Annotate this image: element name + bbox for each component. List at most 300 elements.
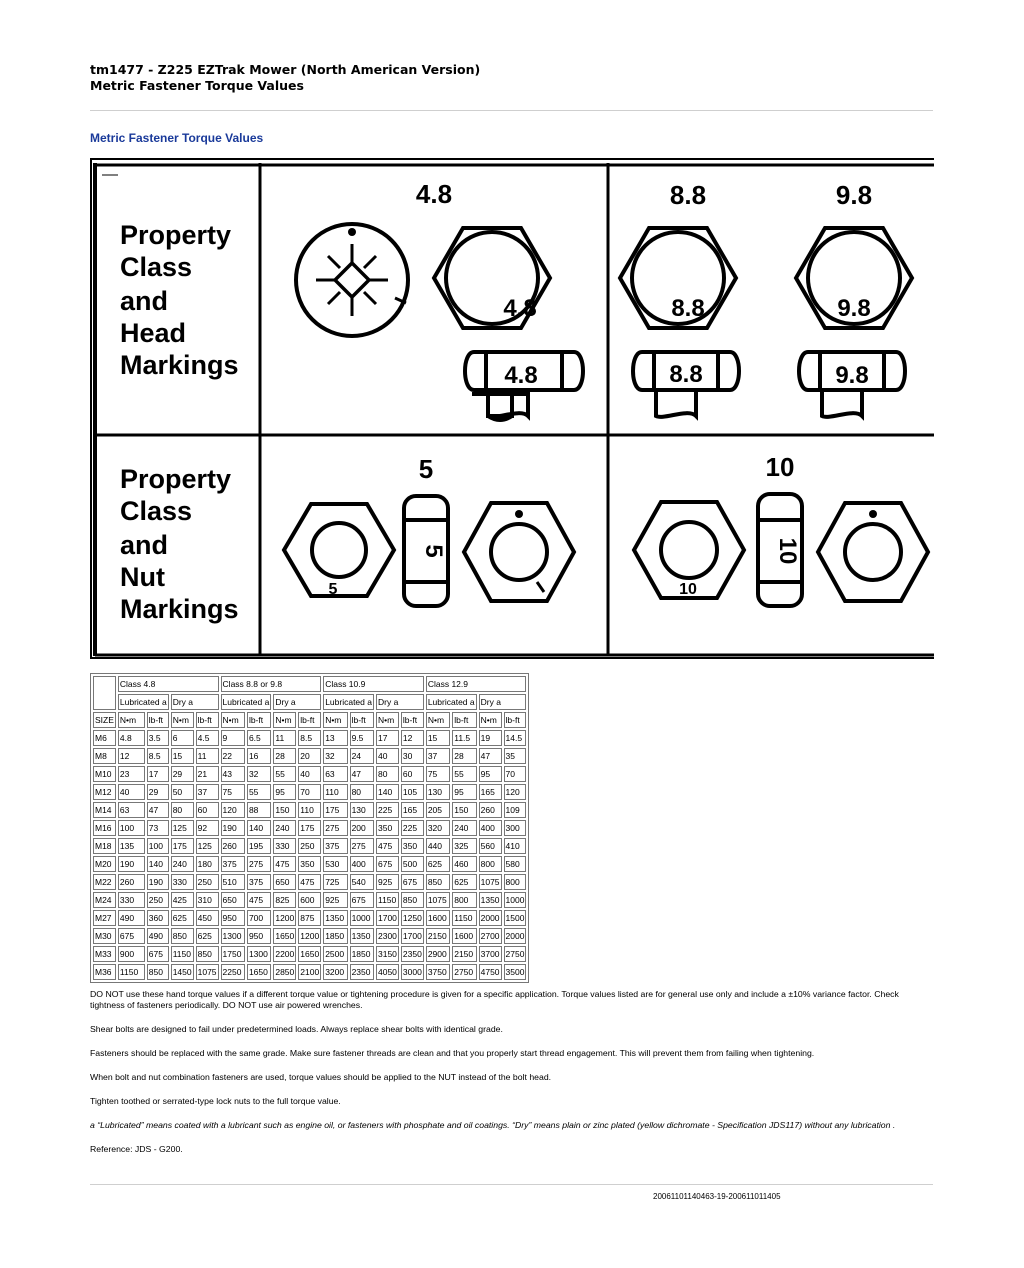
torque-cell: 17 xyxy=(147,766,169,782)
torque-cell: 4.8 xyxy=(118,730,145,746)
torque-cell: 130 xyxy=(426,784,450,800)
torque-cell: 195 xyxy=(247,838,271,854)
torque-cell: 70 xyxy=(298,784,321,800)
torque-cell: 650 xyxy=(221,892,245,908)
torque-cell: 1650 xyxy=(247,964,271,980)
torque-cell: 475 xyxy=(247,892,271,908)
torque-cell: 850 xyxy=(426,874,450,890)
torque-cell: 135 xyxy=(118,838,145,854)
torque-cell: 240 xyxy=(452,820,476,836)
torque-cell: 825 xyxy=(273,892,296,908)
hex-head-9-8-mark: 9.8 xyxy=(837,295,871,322)
torque-cell: 24 xyxy=(350,748,374,764)
nut-label-line3: and xyxy=(120,530,169,560)
torque-cell: 13 xyxy=(323,730,347,746)
torque-cell: 15 xyxy=(426,730,450,746)
torque-cell: 320 xyxy=(426,820,450,836)
footer-divider xyxy=(90,1184,933,1185)
size-cell: M12 xyxy=(93,784,116,800)
torque-cell: 330 xyxy=(273,838,296,854)
hex-head-4-8-mark: 4.8 xyxy=(503,295,537,322)
torque-cell: 9 xyxy=(221,730,245,746)
class-header: Class 12.9 xyxy=(426,676,527,692)
torque-cell: 140 xyxy=(247,820,271,836)
torque-cell: 475 xyxy=(298,874,321,890)
torque-cell: 50 xyxy=(171,784,194,800)
unit-header: N•m xyxy=(426,712,450,728)
torque-cell: 110 xyxy=(323,784,347,800)
torque-cell: 2200 xyxy=(273,946,296,962)
torque-cell: 12 xyxy=(401,730,424,746)
torque-cell: 1600 xyxy=(426,910,450,926)
note-paragraph: Fasteners should be replaced with the same grade. Make sure fastener threads are clean and that you properly start thread engagement. This will prevent them from failing when tightening. xyxy=(90,1048,815,1058)
torque-cell: 47 xyxy=(147,802,169,818)
torque-cell: 120 xyxy=(221,802,245,818)
torque-cell: 55 xyxy=(452,766,476,782)
torque-cell: 150 xyxy=(452,802,476,818)
torque-cell: 250 xyxy=(196,874,219,890)
torque-cell: 37 xyxy=(196,784,219,800)
torque-cell: 4050 xyxy=(376,964,399,980)
torque-cell: 675 xyxy=(147,946,169,962)
torque-cell: 260 xyxy=(221,838,245,854)
torque-cell: 100 xyxy=(118,820,145,836)
torque-cell: 440 xyxy=(426,838,450,854)
note-paragraph: Shear bolts are designed to fail under predetermined loads. Always replace shear bolts with identical grade. xyxy=(90,1024,503,1034)
hex-head-8-8-mark: 8.8 xyxy=(671,295,705,322)
table-row xyxy=(93,748,526,764)
torque-cell: 3700 xyxy=(479,946,502,962)
size-cell: M24 xyxy=(93,892,116,908)
torque-cell: 950 xyxy=(247,928,271,944)
torque-cell: 1600 xyxy=(452,928,476,944)
torque-cell: 40 xyxy=(118,784,145,800)
table-row xyxy=(93,928,526,944)
lube-header: Lubricated a xyxy=(118,694,169,710)
torque-cell: 800 xyxy=(479,856,502,872)
torque-cell: 3500 xyxy=(504,964,527,980)
torque-cell: 350 xyxy=(401,838,424,854)
torque-cell: 73 xyxy=(147,820,169,836)
size-cell: M30 xyxy=(93,928,116,944)
torque-cell: 11 xyxy=(273,730,296,746)
torque-cell: 105 xyxy=(401,784,424,800)
nut-class-10-heading: 10 xyxy=(765,452,795,482)
torque-cell: 1700 xyxy=(376,910,399,926)
size-cell: M20 xyxy=(93,856,116,872)
torque-cell: 28 xyxy=(273,748,296,764)
torque-cell: 1150 xyxy=(376,892,399,908)
torque-cell: 540 xyxy=(350,874,374,890)
torque-cell: 22 xyxy=(221,748,245,764)
unit-header: lb-ft xyxy=(298,712,321,728)
torque-cell: 95 xyxy=(273,784,296,800)
torque-cell: 40 xyxy=(298,766,321,782)
torque-cell: 700 xyxy=(247,910,271,926)
nut-side-10-mark: 10 xyxy=(774,537,801,565)
table-row xyxy=(93,802,526,818)
torque-cell: 310 xyxy=(196,892,219,908)
torque-cell: 275 xyxy=(247,856,271,872)
torque-cell: 260 xyxy=(479,802,502,818)
size-cell: M10 xyxy=(93,766,116,782)
size-cell: M16 xyxy=(93,820,116,836)
table-row xyxy=(93,892,526,908)
table-row xyxy=(93,946,526,962)
torque-cell: 850 xyxy=(196,946,219,962)
torque-cell: 1000 xyxy=(504,892,527,908)
torque-cell: 16 xyxy=(247,748,271,764)
torque-cell: 330 xyxy=(118,892,145,908)
table-row xyxy=(93,730,526,746)
table-lube-row xyxy=(93,694,526,710)
class-header: Class 4.8 xyxy=(118,676,219,692)
torque-cell: 250 xyxy=(147,892,169,908)
torque-cell: 2850 xyxy=(273,964,296,980)
torque-cell: 1350 xyxy=(479,892,502,908)
torque-cell: 1075 xyxy=(479,874,502,890)
table-corner-cell xyxy=(93,676,116,710)
table-row xyxy=(93,766,526,782)
torque-cell: 140 xyxy=(147,856,169,872)
torque-cell: 11.5 xyxy=(452,730,476,746)
torque-cell: 725 xyxy=(323,874,347,890)
torque-cell: 3000 xyxy=(401,964,424,980)
torque-cell: 275 xyxy=(323,820,347,836)
side-head-8-8-mark: 8.8 xyxy=(669,361,703,388)
unit-header: N•m xyxy=(221,712,245,728)
unit-header: N•m xyxy=(273,712,296,728)
head-label-line1: Property xyxy=(120,220,232,250)
property-class-figure xyxy=(90,158,934,660)
size-cell: M6 xyxy=(93,730,116,746)
torque-cell: 125 xyxy=(196,838,219,854)
torque-cell: 330 xyxy=(171,874,194,890)
torque-cell: 165 xyxy=(479,784,502,800)
torque-cell: 3.5 xyxy=(147,730,169,746)
lube-header: Dry a xyxy=(171,694,219,710)
nut-label-line5: Markings xyxy=(120,594,239,624)
torque-cell: 180 xyxy=(196,856,219,872)
torque-cell: 35 xyxy=(504,748,527,764)
document-header xyxy=(90,62,480,94)
torque-cell: 1000 xyxy=(350,910,374,926)
unit-header: lb-ft xyxy=(196,712,219,728)
torque-cell: 11 xyxy=(196,748,219,764)
torque-cell: 490 xyxy=(147,928,169,944)
lube-header: Lubricated a xyxy=(221,694,272,710)
torque-cell: 3200 xyxy=(323,964,347,980)
torque-cell: 2750 xyxy=(504,946,527,962)
torque-cell: 2750 xyxy=(452,964,476,980)
document-id: 20061101140463-19-200611011405 xyxy=(653,1192,781,1201)
torque-cell: 9.5 xyxy=(350,730,374,746)
torque-cell: 1200 xyxy=(298,928,321,944)
torque-cell: 2150 xyxy=(426,928,450,944)
table-row xyxy=(93,874,526,890)
torque-cell: 80 xyxy=(376,766,399,782)
torque-cell: 325 xyxy=(452,838,476,854)
torque-cell: 475 xyxy=(376,838,399,854)
torque-cell: 350 xyxy=(376,820,399,836)
torque-cell: 12 xyxy=(118,748,145,764)
torque-cell: 925 xyxy=(376,874,399,890)
torque-cell: 800 xyxy=(504,874,527,890)
torque-cell: 47 xyxy=(350,766,374,782)
head-class-4-8-heading: 4.8 xyxy=(415,179,453,209)
torque-cell: 1075 xyxy=(426,892,450,908)
torque-cell: 1500 xyxy=(504,910,527,926)
torque-cell: 75 xyxy=(426,766,450,782)
note-paragraph: Tighten toothed or serrated-type lock nuts to the full torque value. xyxy=(90,1096,341,1106)
slotted-nut-5-dot xyxy=(515,510,523,518)
torque-cell: 130 xyxy=(350,802,374,818)
hex-nut-5-icon xyxy=(284,504,394,596)
torque-cell: 375 xyxy=(221,856,245,872)
torque-cell: 250 xyxy=(298,838,321,854)
torque-cell: 100 xyxy=(147,838,169,854)
lube-header: Dry a xyxy=(273,694,321,710)
torque-cell: 1150 xyxy=(171,946,194,962)
torque-cell: 175 xyxy=(171,838,194,854)
torque-cell: 900 xyxy=(118,946,145,962)
torque-cell: 32 xyxy=(323,748,347,764)
torque-cell: 1250 xyxy=(401,910,424,926)
size-cell: M33 xyxy=(93,946,116,962)
lube-header: Lubricated a xyxy=(323,694,374,710)
torque-cell: 55 xyxy=(247,784,271,800)
torque-cell: 675 xyxy=(350,892,374,908)
size-cell: M22 xyxy=(93,874,116,890)
torque-cell: 63 xyxy=(323,766,347,782)
torque-cell: 1450 xyxy=(171,964,194,980)
torque-cell: 109 xyxy=(504,802,527,818)
unit-header: N•m xyxy=(323,712,347,728)
document-subtitle: Metric Fastener Torque Values xyxy=(90,78,304,93)
torque-cell: 29 xyxy=(147,784,169,800)
torque-cell: 4750 xyxy=(479,964,502,980)
torque-cell: 375 xyxy=(323,838,347,854)
torque-cell: 63 xyxy=(118,802,145,818)
torque-cell: 92 xyxy=(196,820,219,836)
torque-cell: 4.5 xyxy=(196,730,219,746)
lubrication-footnote: a “Lubricated” means coated with a lubricant such as engine oil, or fasteners with phosphate and oil coatings. “Dry” means plain or zinc plated (yellow dichromate - Specification JDS117) without any lubrication . xyxy=(90,1120,896,1130)
unit-header: lb-ft xyxy=(247,712,271,728)
torque-cell: 200 xyxy=(350,820,374,836)
torque-cell: 300 xyxy=(504,820,527,836)
torque-cell: 600 xyxy=(298,892,321,908)
torque-cell: 350 xyxy=(298,856,321,872)
torque-cell: 190 xyxy=(221,820,245,836)
unit-header: N•m xyxy=(479,712,502,728)
torque-cell: 1350 xyxy=(350,928,374,944)
header-divider xyxy=(90,110,933,111)
size-cell: M27 xyxy=(93,910,116,926)
torque-cell: 2500 xyxy=(323,946,347,962)
hex-nut-5-mark: 5 xyxy=(328,581,338,598)
torque-cell: 47 xyxy=(479,748,502,764)
torque-cell: 205 xyxy=(426,802,450,818)
torque-cell: 875 xyxy=(298,910,321,926)
torque-cell: 3750 xyxy=(426,964,450,980)
unit-header: lb-ft xyxy=(147,712,169,728)
head-label-line2: Class xyxy=(120,252,193,282)
torque-cell: 580 xyxy=(504,856,527,872)
unit-header: lb-ft xyxy=(401,712,424,728)
torque-cell: 2350 xyxy=(401,946,424,962)
lube-header: Lubricated a xyxy=(426,694,477,710)
torque-cell: 1850 xyxy=(323,928,347,944)
torque-cell: 1650 xyxy=(298,946,321,962)
round-head-bolt-icon xyxy=(296,224,408,336)
torque-cell: 625 xyxy=(452,874,476,890)
unit-header: N•m xyxy=(376,712,399,728)
table-row xyxy=(93,784,526,800)
torque-cell: 2150 xyxy=(452,946,476,962)
unit-header: N•m xyxy=(118,712,145,728)
notes-section xyxy=(90,989,935,1168)
torque-cell: 410 xyxy=(504,838,527,854)
torque-cell: 23 xyxy=(118,766,145,782)
torque-cell: 1075 xyxy=(196,964,219,980)
torque-cell: 1700 xyxy=(401,928,424,944)
unit-header: lb-ft xyxy=(452,712,476,728)
torque-cell: 850 xyxy=(401,892,424,908)
torque-cell: 1650 xyxy=(273,928,296,944)
torque-cell: 32 xyxy=(247,766,271,782)
size-cell: M36 xyxy=(93,964,116,980)
torque-cell: 95 xyxy=(479,766,502,782)
torque-cell: 1150 xyxy=(452,910,476,926)
torque-cell: 1300 xyxy=(247,946,271,962)
torque-cell: 650 xyxy=(273,874,296,890)
slotted-nut-10-dot xyxy=(869,510,877,518)
torque-cell: 75 xyxy=(221,784,245,800)
torque-cell: 850 xyxy=(147,964,169,980)
torque-cell: 240 xyxy=(171,856,194,872)
nut-label-line2: Class xyxy=(120,496,193,526)
torque-cell: 28 xyxy=(452,748,476,764)
nut-label-line1: Property xyxy=(120,464,232,494)
torque-cell: 2000 xyxy=(479,910,502,926)
table-unit-row xyxy=(93,712,526,728)
torque-cell: 375 xyxy=(247,874,271,890)
section-title: Metric Fastener Torque Values xyxy=(90,131,264,145)
torque-cell: 2300 xyxy=(376,928,399,944)
torque-cell: 110 xyxy=(298,802,321,818)
nut-class-5-heading: 5 xyxy=(418,454,434,484)
torque-cell: 60 xyxy=(196,802,219,818)
torque-cell: 125 xyxy=(171,820,194,836)
torque-cell: 20 xyxy=(298,748,321,764)
torque-cell: 17 xyxy=(376,730,399,746)
torque-cell: 21 xyxy=(196,766,219,782)
torque-cell: 43 xyxy=(221,766,245,782)
torque-cell: 1350 xyxy=(323,910,347,926)
size-cell: M8 xyxy=(93,748,116,764)
torque-cell: 29 xyxy=(171,766,194,782)
torque-cell: 800 xyxy=(452,892,476,908)
size-cell: M14 xyxy=(93,802,116,818)
torque-cell: 1200 xyxy=(273,910,296,926)
torque-cell: 60 xyxy=(401,766,424,782)
torque-cell: 225 xyxy=(401,820,424,836)
torque-cell: 6.5 xyxy=(247,730,271,746)
torque-cell: 400 xyxy=(350,856,374,872)
lube-header: Dry a xyxy=(479,694,527,710)
note-paragraph: When bolt and nut combination fasteners are used, torque values should be applied to the NUT instead of the bolt head. xyxy=(90,1072,552,1082)
torque-cell: 14.5 xyxy=(504,730,527,746)
side-head-4-8-mark: 4.8 xyxy=(504,362,538,389)
torque-cell: 55 xyxy=(273,766,296,782)
torque-cell: 475 xyxy=(273,856,296,872)
torque-cell: 500 xyxy=(401,856,424,872)
table-row xyxy=(93,820,526,836)
torque-cell: 3150 xyxy=(376,946,399,962)
unit-header: N•m xyxy=(171,712,194,728)
torque-cell: 2900 xyxy=(426,946,450,962)
torque-cell: 490 xyxy=(118,910,145,926)
torque-cell: 40 xyxy=(376,748,399,764)
class-header: Class 10.9 xyxy=(323,676,424,692)
torque-cell: 400 xyxy=(479,820,502,836)
torque-cell: 6 xyxy=(171,730,194,746)
torque-cell: 460 xyxy=(452,856,476,872)
lube-header: Dry a xyxy=(376,694,424,710)
torque-cell: 425 xyxy=(171,892,194,908)
hex-nut-10-mark: 10 xyxy=(679,581,697,598)
torque-table xyxy=(90,673,529,983)
nut-side-5-mark: 5 xyxy=(420,544,447,558)
torque-cell: 30 xyxy=(401,748,424,764)
head-label-line4: Head xyxy=(120,318,187,348)
reference-line: Reference: JDS - G200. xyxy=(90,1144,183,1154)
torque-cell: 190 xyxy=(147,874,169,890)
torque-cell: 190 xyxy=(118,856,145,872)
torque-cell: 675 xyxy=(118,928,145,944)
torque-cell: 80 xyxy=(350,784,374,800)
torque-cell: 88 xyxy=(247,802,271,818)
torque-cell: 80 xyxy=(171,802,194,818)
torque-table-body xyxy=(93,730,526,980)
torque-cell: 8.5 xyxy=(147,748,169,764)
torque-cell: 625 xyxy=(196,928,219,944)
unit-header: lb-ft xyxy=(504,712,527,728)
table-row xyxy=(93,964,526,980)
table-row xyxy=(93,856,526,872)
torque-cell: 2350 xyxy=(350,964,374,980)
head-class-8-8-heading: 8.8 xyxy=(669,180,707,210)
torque-cell: 260 xyxy=(118,874,145,890)
head-label-line3: and xyxy=(120,286,169,316)
document-title: tm1477 - Z225 EZTrak Mower (North American Version) xyxy=(90,62,481,77)
torque-cell: 165 xyxy=(401,802,424,818)
table-class-row xyxy=(93,676,526,692)
side-head-9-8-mark: 9.8 xyxy=(835,362,869,389)
torque-cell: 8.5 xyxy=(298,730,321,746)
torque-cell: 360 xyxy=(147,910,169,926)
torque-cell: 2250 xyxy=(221,964,245,980)
torque-cell: 120 xyxy=(504,784,527,800)
torque-cell: 2100 xyxy=(298,964,321,980)
torque-cell: 530 xyxy=(323,856,347,872)
torque-cell: 15 xyxy=(171,748,194,764)
size-header: SIZE xyxy=(93,712,116,728)
torque-cell: 560 xyxy=(479,838,502,854)
torque-cell: 950 xyxy=(221,910,245,926)
torque-cell: 2000 xyxy=(504,928,527,944)
table-row xyxy=(93,910,526,926)
